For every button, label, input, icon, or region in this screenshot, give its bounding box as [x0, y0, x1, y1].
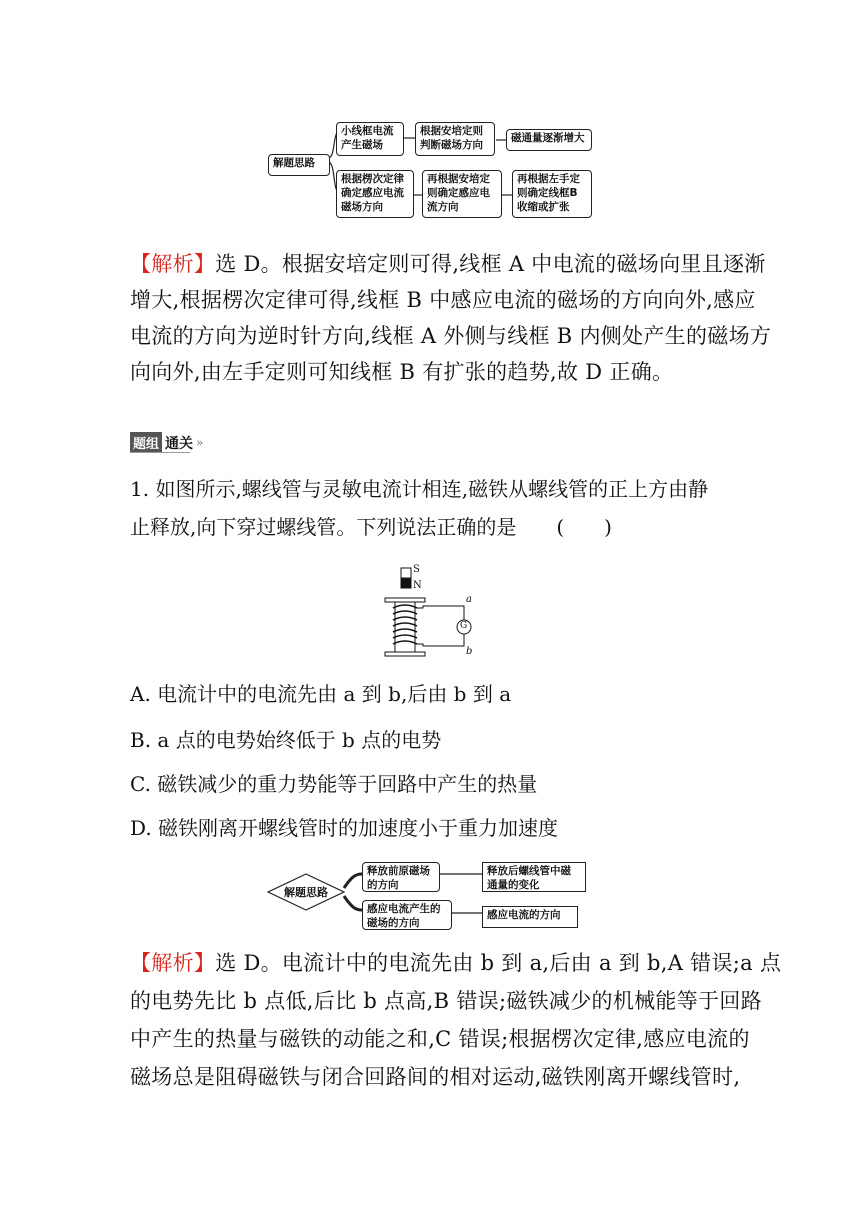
flow2-root: 解题思路: [284, 886, 328, 899]
flow2-top-2: 释放后螺线管中磁 通量的变化: [482, 862, 586, 892]
analysis-2-tag: 【解析】: [130, 951, 216, 975]
question-stem: [130, 470, 708, 546]
section-badge: [130, 432, 203, 452]
magnet-s-label: S: [413, 564, 420, 575]
point-a-label: a: [466, 594, 472, 605]
option-b: B. a 点的电势始终低于 b 点的电势: [130, 728, 442, 752]
question-line-2: 止释放,向下穿过螺线管。下列说法正确的是 ( ): [130, 515, 612, 539]
solenoid-figure: [380, 564, 490, 660]
analysis-2: [130, 944, 782, 1096]
analysis-2-line-2: 的电势先比 b 点低,后比 b 点高,B 错误;磁铁减少的机械能等于回路: [130, 989, 762, 1013]
magnet-n-label: N: [413, 580, 422, 591]
flow2-bottom-1: 感应电流产生的 磁场的方向: [362, 900, 452, 930]
flow1-bottom-3: 再根据左手定 则确定线框B 收缩或扩张: [512, 170, 592, 218]
flow1-top-3: 磁通量逐渐增大: [506, 129, 592, 151]
solenoid-circuit-drawing: [380, 564, 490, 660]
analysis-2-line-4: 磁场总是阻碍磁铁与闭合回路间的相对运动,磁铁刚离开螺线管时,: [130, 1065, 741, 1089]
option-a: A. 电流计中的电流先由 a 到 b,后由 b 到 a: [130, 682, 512, 706]
analysis-2-line-1: 【解析】选 D。电流计中的电流先由 b 到 a,后由 a 到 b,A 错误;a 点: [130, 951, 782, 975]
analysis-1-line-4: 向向外,由左手定则可知线框 B 有扩张的趋势,故 D 正确。: [130, 360, 674, 384]
galvanometer-label: G: [460, 621, 468, 631]
flow1-bottom-1: 根据楞次定律 确定感应电流 磁场方向: [336, 170, 414, 218]
flow1-top-1: 小线框电流 产生磁场: [336, 122, 404, 156]
analysis-1-line-2: 增大,根据楞次定律可得,线框 B 中感应电流的磁场的方向向外,感应: [130, 288, 756, 312]
flow1-bottom-2: 再根据安培定 则确定感应电 流方向: [422, 170, 502, 218]
section-underline: [130, 452, 190, 453]
option-c: C. 磁铁减少的重力势能等于回路中产生的热量: [130, 772, 538, 796]
point-b-label: b: [466, 646, 473, 657]
analysis-2-line-3: 中产生的热量与磁铁的动能之和,C 错误;根据楞次定律,感应电流的: [130, 1027, 750, 1051]
analysis-1-tag: 【解析】: [130, 252, 216, 276]
flow2-bottom-2: 感应电流的方向: [482, 906, 578, 928]
section-badge-part-b: 通关: [165, 435, 194, 452]
analysis-1-line-3: 电流的方向为逆时针方向,线框 A 外侧与线框 B 内侧处产生的磁场方: [130, 324, 772, 348]
analysis-1: [130, 246, 772, 390]
flow1-root: 解题思路: [268, 154, 330, 176]
analysis-1-line-1: 【解析】选 D。根据安培定则可得,线框 A 中电流的磁场向里且逐渐: [130, 252, 766, 276]
double-chevron-icon: »: [196, 435, 204, 450]
question-line-1: 1. 如图所示,螺线管与灵敏电流计相连,磁铁从螺线管的正上方由静: [130, 477, 709, 501]
flow1-top-2: 根据安培定则 判断磁场方向: [415, 122, 495, 156]
option-d: D. 磁铁刚离开螺线管时的加速度小于重力加速度: [130, 816, 559, 840]
flow2-top-1: 释放前原磁场 的方向: [362, 862, 440, 892]
section-badge-part-a: 题组: [130, 432, 162, 453]
